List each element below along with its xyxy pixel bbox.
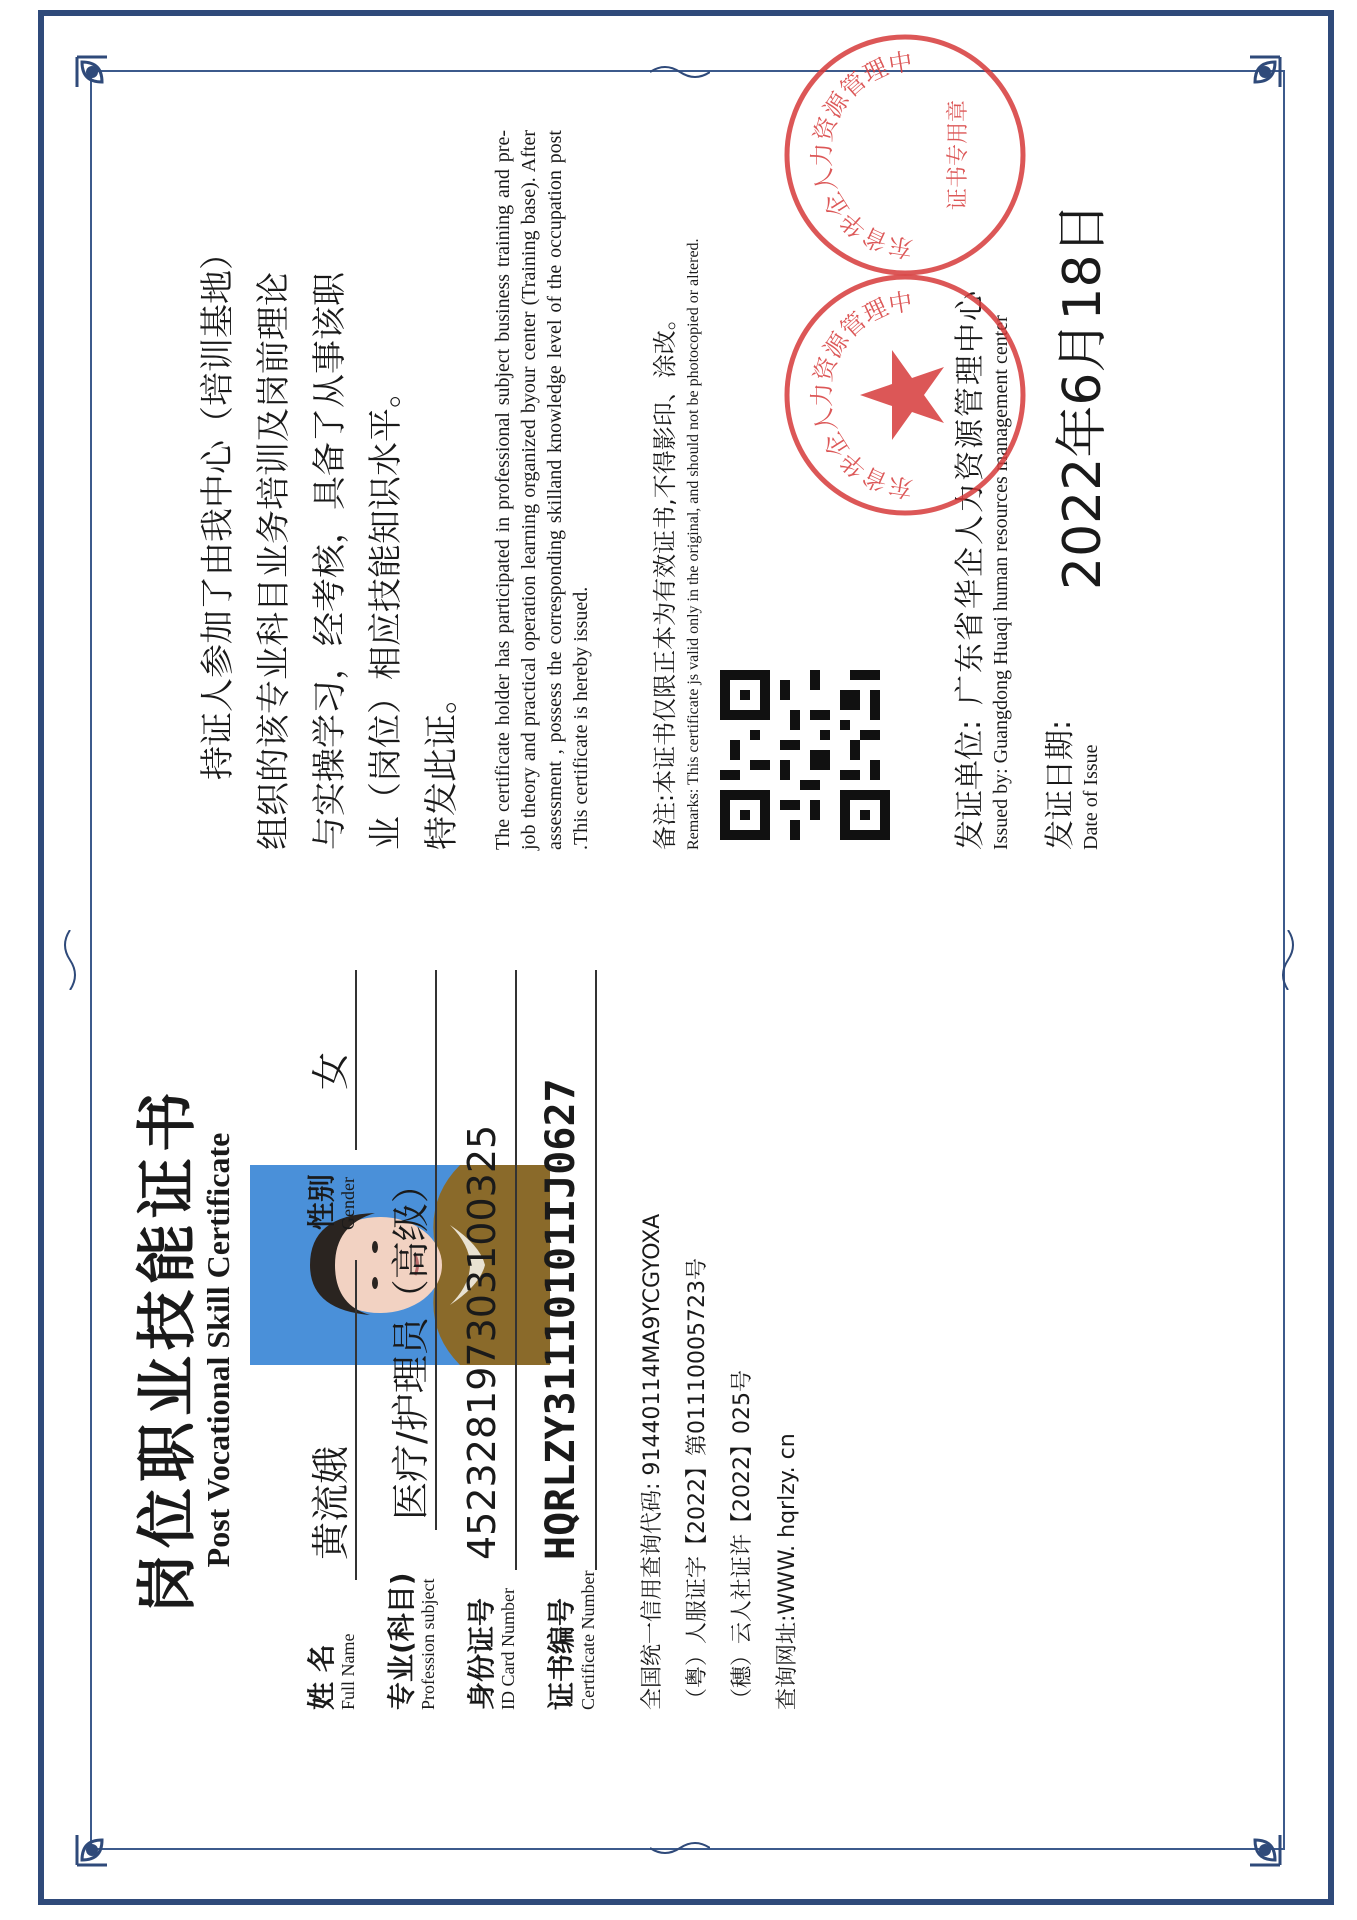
name-underline	[355, 1260, 357, 1580]
issue-date-label-cn: 发证日期:	[1043, 719, 1078, 850]
name-value: 黄流娥	[309, 1445, 353, 1560]
gender-value: 女	[309, 1051, 353, 1090]
profession-label-cn: 专业(科目)	[385, 1572, 418, 1710]
issue-date-label-en: Date of Issue	[1080, 744, 1102, 850]
certificate-content	[90, 47, 1285, 1850]
gender-underline	[355, 970, 357, 1150]
qr-code	[720, 670, 890, 840]
seal-official	[780, 270, 1034, 520]
statement-line-3: 与实操学习，经考核，具备了从事该职	[310, 272, 350, 850]
seal2-text: 东省华企人力资源管理中	[808, 47, 915, 263]
license-line-1: （粤）人服证字【2022】第01110005723号	[685, 1258, 710, 1710]
seal1-text: 东省华企人力资源管理中	[808, 287, 915, 503]
statement-line-2: 组织的该专业科目业务培训及岗前理论	[254, 272, 294, 850]
profession-value: 医疗/护理员（高级）	[389, 1165, 433, 1520]
remarks-chinese: 备注:本证书仅限正本为有效证书,不得影印、涂改。	[651, 306, 679, 850]
statement-line-4: 业（岗位）相应技能知识水平。	[366, 374, 406, 850]
seal-certificate	[780, 30, 1034, 280]
remarks-english: Remarks: This certificate js valid only in the original, and should not be photocopied or altered.	[685, 238, 702, 850]
issuer-label-cn: 发证单位:	[953, 719, 988, 850]
gender-label-cn: 性别	[305, 1173, 338, 1230]
issue-date-value: 2022年6月18日	[1053, 202, 1113, 590]
svg-text:广东省华企人力资源管理中心	[780, 47, 915, 280]
issuer-english: Issued by: Guangdong Huaqi human resources management center	[990, 315, 1012, 850]
statement-chinese	[190, 130, 470, 850]
certificate-number-label-en: Certificate Number	[578, 1570, 598, 1710]
statement-line-5: 特发此证。	[422, 680, 462, 850]
profession-label-en: Profession subject	[418, 1578, 438, 1710]
profession-underline	[435, 970, 437, 1530]
id-card-label-en: ID Card Number	[498, 1588, 518, 1710]
issuer-name-cn: 广东省华企人力资源管理中心	[953, 289, 988, 705]
title-chinese: 岗位职业技能证书	[133, 1086, 203, 1614]
credit-code-line: 全国统一信用查询代码: 91440114MA9YCGYOXA	[640, 1213, 665, 1710]
certificate-number-value: HQRLZY31110101IJ0627	[538, 1078, 584, 1560]
name-label-en: Full Name	[338, 1633, 358, 1710]
statement-english: The certificate holder has participated in professional subject business training and pre-job theory and practical operation learning organized byour center (Training base). After assessment , possess the corresponding skilland knowledge level of the occupation post .This certificate is hereby issued.	[492, 130, 592, 850]
id-card-value: 452328197303100325	[460, 1124, 504, 1560]
gender-label-en: Gender	[338, 1177, 358, 1230]
title-english: Post Vocational Skill Certificate	[200, 1132, 236, 1568]
ornament-left-center	[60, 930, 80, 990]
name-label-cn: 姓 名	[305, 1644, 338, 1710]
query-url: 查询网址:WWW. hqrlzy. cn	[775, 1433, 800, 1710]
certificate-number-label-cn: 证书编号	[545, 1597, 578, 1710]
license-line-2: （穗）云人社证许【2022】025号	[730, 1370, 755, 1710]
id-card-label-cn: 身份证号	[465, 1597, 498, 1710]
seal2-subtext: 证书专用章	[946, 99, 971, 211]
id-card-underline	[515, 970, 517, 1570]
certificate-number-underline	[595, 970, 597, 1570]
statement-line-1: 持证人参加了由我中心（培训基地）	[198, 236, 238, 780]
